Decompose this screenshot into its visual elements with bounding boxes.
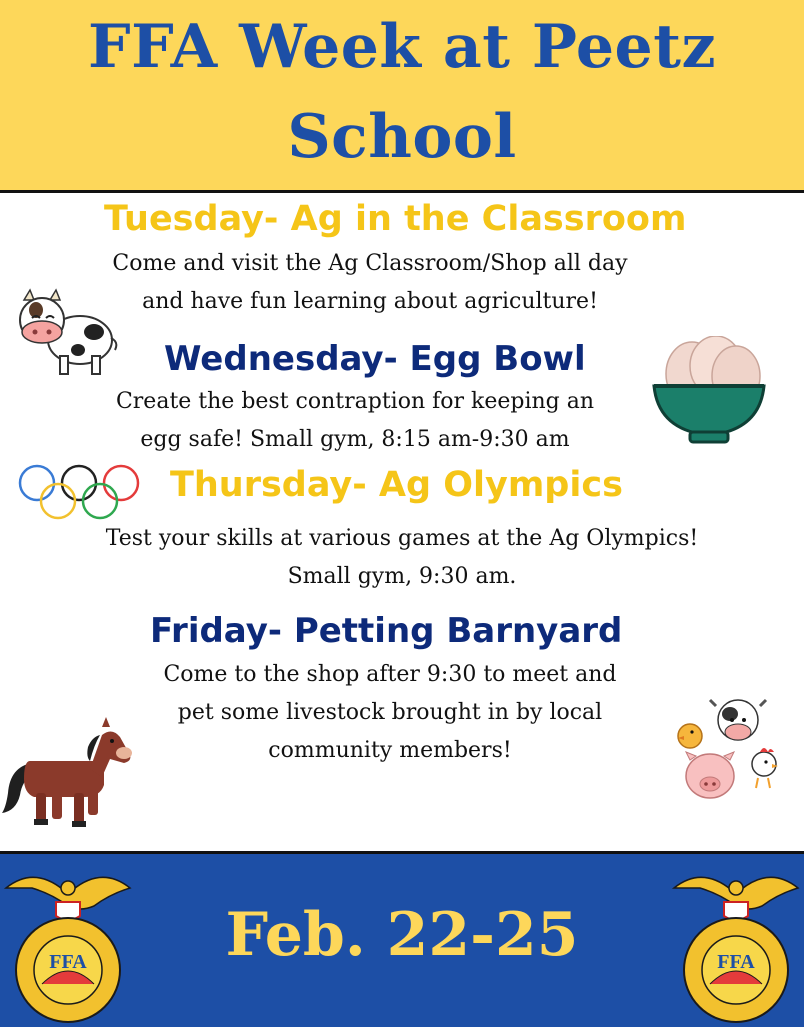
- friday-heading: Friday- Petting Barnyard: [150, 611, 623, 651]
- tuesday-heading: Tuesday- Ag in the Classroom: [104, 199, 687, 239]
- tuesday-line-2: and have fun learning about agriculture!: [142, 289, 598, 314]
- event-list: [0, 193, 804, 851]
- wednesday-description: [20, 383, 690, 459]
- friday-line-3: community members!: [268, 738, 512, 763]
- horse-icon: [2, 713, 132, 831]
- ffa-emblem-right-icon: [670, 858, 802, 1024]
- event-dates: Feb. 22-25: [225, 900, 579, 970]
- cow-icon: [14, 288, 118, 380]
- wednesday-heading: Wednesday- Egg Bowl: [164, 339, 586, 379]
- wednesday-line-2: egg safe! Small gym, 8:15 am-9:30 am: [140, 427, 570, 452]
- wednesday-line-1: Create the best contraption for keeping an: [115, 389, 595, 414]
- footer-banner: [0, 851, 804, 1027]
- title-line-1: FFA Week at Peetz: [87, 12, 717, 82]
- tuesday-description: [30, 245, 710, 321]
- emblem-letters-left: FFA: [49, 951, 87, 973]
- emblem-letters-right: FFA: [717, 951, 755, 973]
- ffa-emblem-left-icon: [2, 858, 134, 1024]
- title-line-2: School: [287, 102, 517, 172]
- egg-bowl-icon: [652, 336, 766, 448]
- friday-line-1: Come to the shop after 9:30 to meet and: [163, 662, 617, 687]
- thursday-line-2: Small gym, 9:30 am.: [287, 564, 517, 589]
- friday-description: [60, 656, 720, 770]
- thursday-line-1: Test your skills at various games at the Ag Olympics!: [105, 526, 699, 551]
- thursday-heading: Thursday- Ag Olympics: [170, 465, 623, 505]
- header-banner: [0, 0, 804, 193]
- tuesday-line-1: Come and visit the Ag Classroom/Shop all day: [112, 251, 628, 276]
- olympic-rings-icon: [16, 461, 142, 523]
- farm-animals-icon: [672, 698, 784, 810]
- thursday-description: [0, 520, 804, 596]
- friday-line-2: pet some livestock brought in by local: [177, 700, 603, 725]
- page-title: [0, 0, 804, 182]
